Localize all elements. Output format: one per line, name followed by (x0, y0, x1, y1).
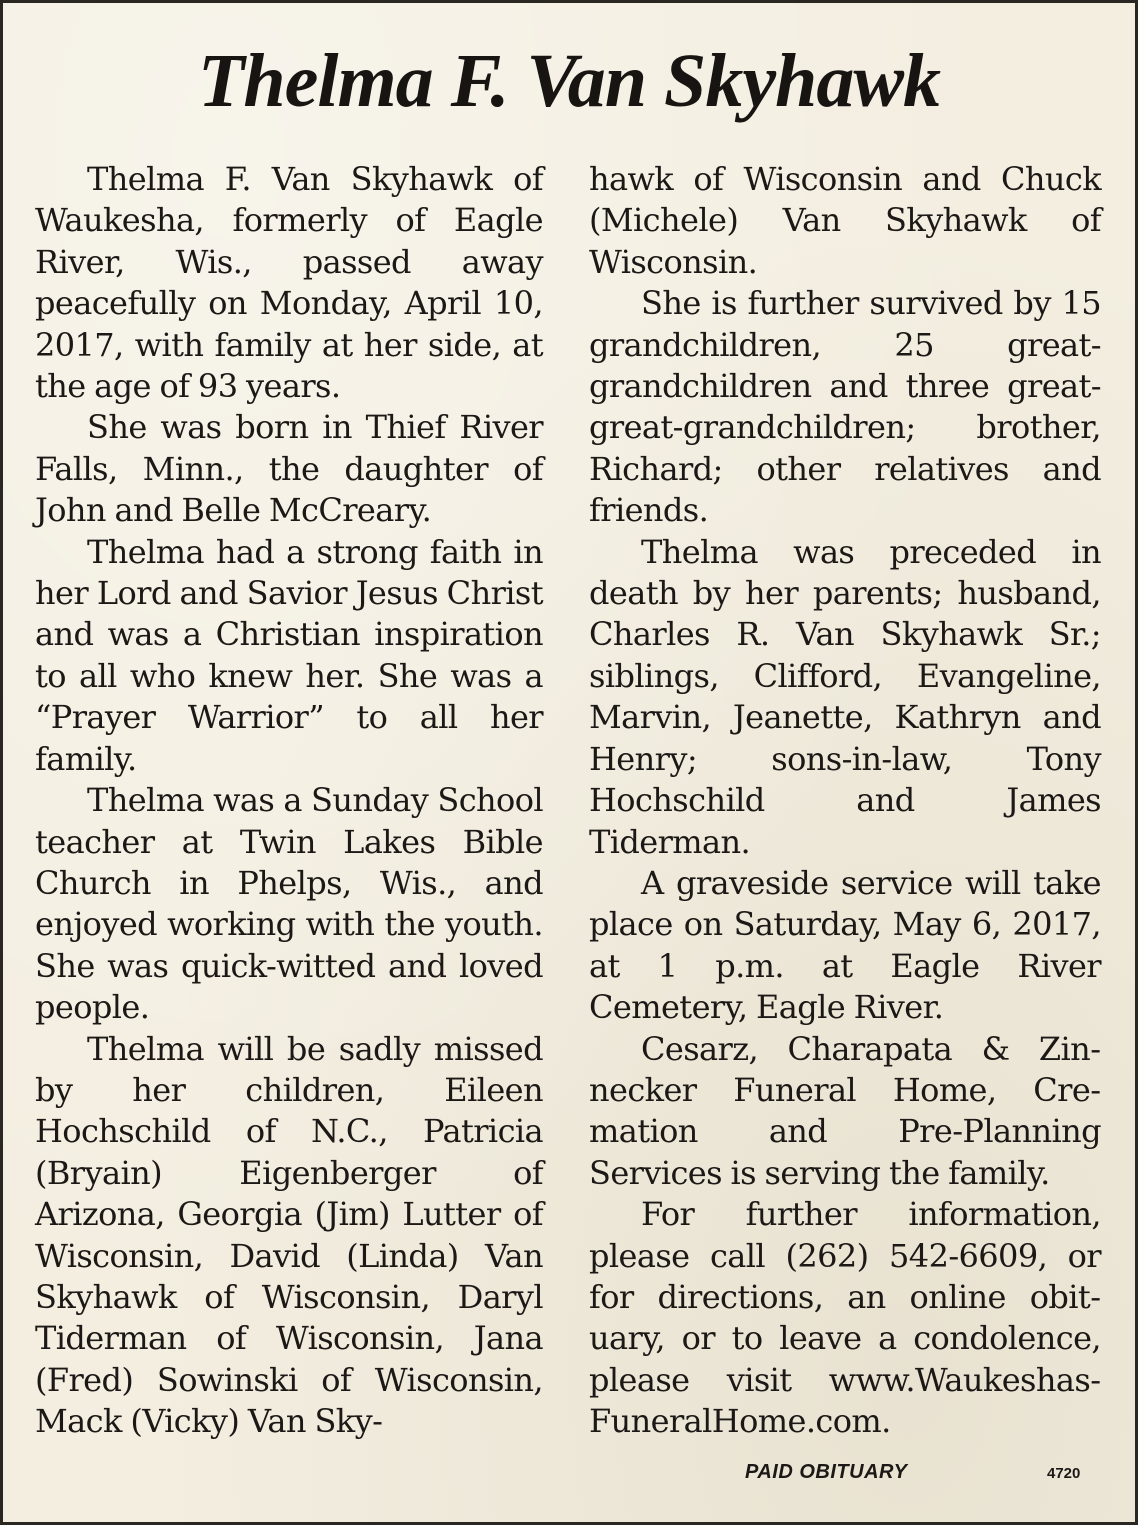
paragraph: Thelma will be sadly missed by her children, Eileen Hochschild of N.C., Patricia (Bryain) Eigenberger of Arizona, Georgia (Jim) Lutter of Wisconsin, David (Linda) Van Skyhawk of Wisconsin, Daryl Tiderman of Wisconsin, Jana (Fred) Sowinski of Wisconsin, Mack (Vicky) Van Sky- (35, 1029, 543, 1441)
paragraph: Thelma was preceded in death by her parents; husband, Charles R. Van Skyhawk Sr.; siblings, Clifford, Evangeline, Marvin, Jeanette, Kathryn and Henry; sons-in-law, Tony Hochschild and James Tiderman. (589, 532, 1101, 861)
paragraph: A graveside service will take place on Saturday, May 6, 2017, at 1 p.m. at Eagle River Cemetery, Eagle River. (589, 863, 1101, 1027)
paragraph: Thelma was a Sunday School teacher at Twin Lakes Bible Church in Phelps, Wis., and enjoyed working with the youth. She was quick-witted and loved people. (35, 781, 543, 1027)
paragraph: For further information, please call (262) 542-6609, or for directions, an online obituary, or to leave a condolence, please visit www.WaukeshasFuneralHome.com. (589, 1195, 1101, 1441)
obituary-headline: Thelma F. Van Skyhawk (197, 39, 941, 123)
paragraph: She was born in Thief River Falls, Minn., the daughter of John and Belle McCreary. (35, 408, 543, 530)
paragraph-continuation: hawk of Wisconsin and Chuck (Michele) Van Skyhawk of Wisconsin. (589, 160, 1101, 281)
ad-code: 4720 (1047, 1465, 1081, 1482)
paragraph: Thelma had a strong faith in her Lord and Savior Jesus Christ and was a Christian inspiration to all who knew her. She was a “Prayer Warrior” to all her family. (35, 532, 543, 778)
left-column (35, 159, 543, 1443)
right-column (589, 159, 1101, 1443)
paragraph: Cesarz, Charapata & Zinnecker Funeral Home, Cremation and Pre-Planning Services is serving the family. (589, 1029, 1101, 1192)
paragraph: She is further survived by 15 grandchildren, 25 great-grandchildren and three great-great-grandchildren; brother, Richard; other relatives and friends. (589, 284, 1101, 530)
paid-obituary-label: PAID OBITUARY (745, 1461, 908, 1483)
paragraph: Thelma F. Van Skyhawk of Waukesha, formerly of Eagle River, Wis., passed away peacefully on Monday, April 10, 2017, with family at her side, at the age of 93 years. (35, 160, 543, 406)
